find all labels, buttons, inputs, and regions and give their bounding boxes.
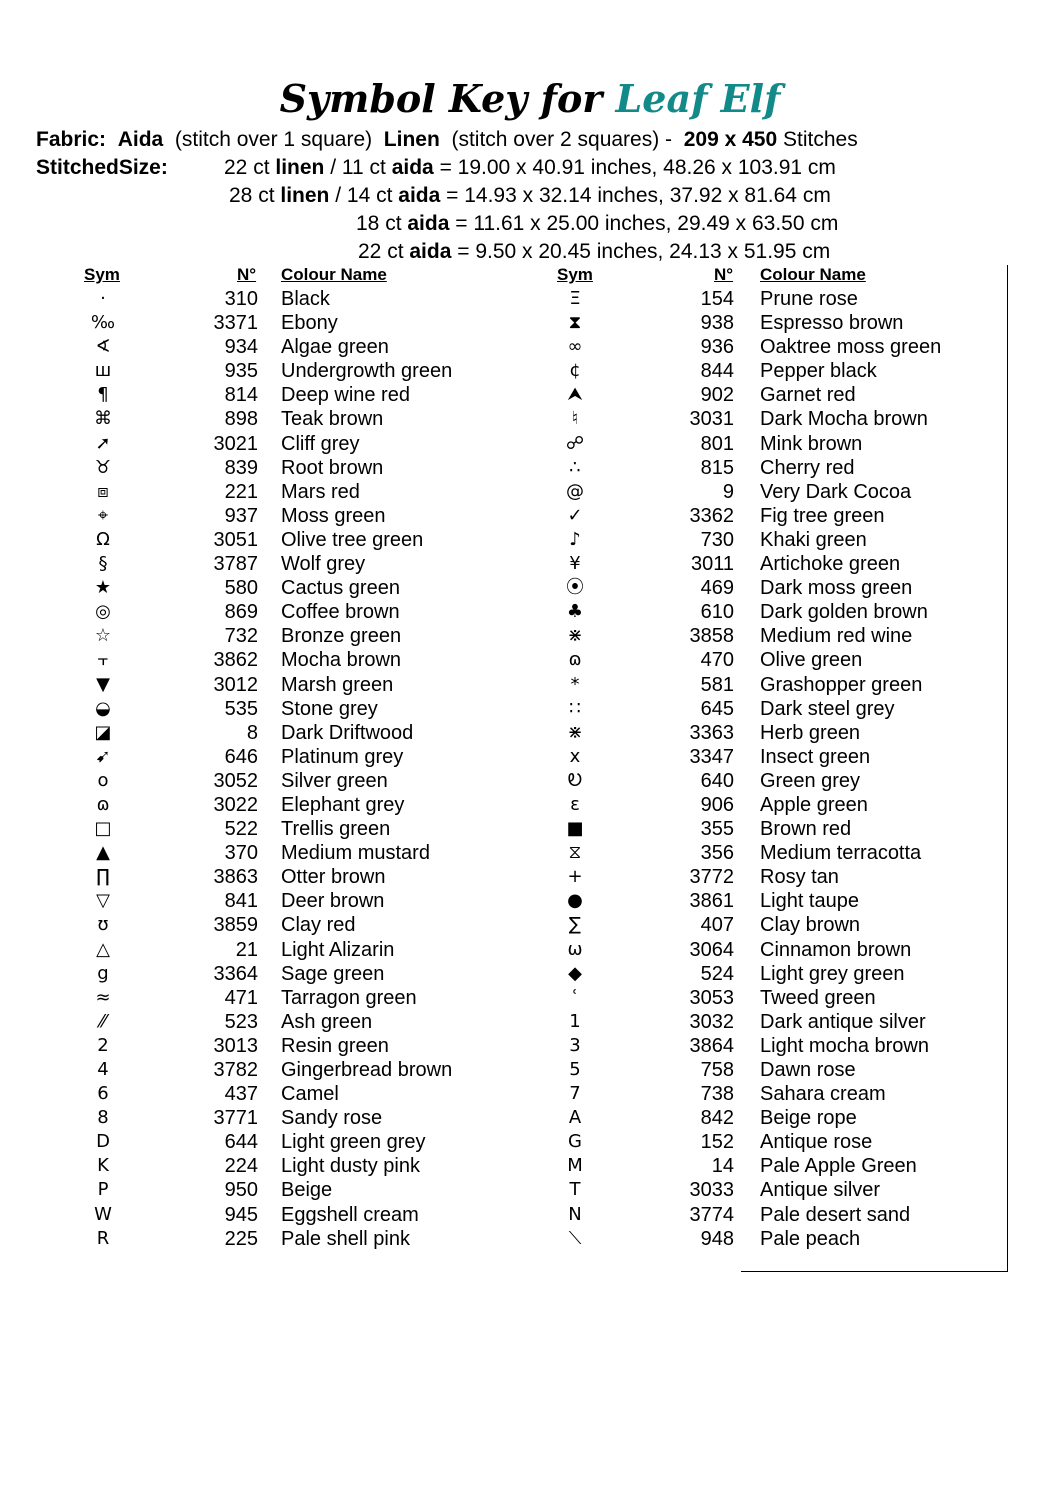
colour-name: Elephant grey: [281, 793, 405, 816]
stitch-symbol: ▽: [96, 890, 110, 912]
stitch-symbol: ∴: [569, 456, 581, 478]
colour-name: Pale shell pink: [281, 1227, 410, 1250]
colour-name: Antique silver: [760, 1179, 881, 1202]
floss-number: 841: [224, 890, 258, 913]
floss-number: 801: [700, 432, 734, 455]
colour-name: Antique rose: [760, 1131, 873, 1154]
stitch-symbol: 2: [97, 1034, 109, 1056]
floss-number: 154: [700, 288, 734, 310]
floss-number: 3051: [213, 528, 258, 551]
colour-name: Beige: [281, 1179, 333, 1202]
floss-number: 646: [224, 745, 258, 768]
colour-name: Beige rope: [760, 1107, 857, 1130]
colour-name: Root brown: [281, 456, 384, 479]
floss-number: 221: [224, 480, 258, 503]
floss-number: 3362: [689, 504, 734, 527]
colour-name: Cactus green: [281, 577, 400, 600]
floss-number: 738: [700, 1083, 734, 1106]
stitch-symbol: ∞: [567, 336, 583, 358]
colour-name: Camel: [281, 1083, 339, 1106]
stitch-symbol: 6: [97, 1083, 109, 1105]
floss-number: 842: [700, 1107, 734, 1130]
colour-name: Tweed green: [760, 986, 876, 1009]
stitch-symbol: ▲: [96, 842, 110, 864]
stitch-symbol: N: [568, 1203, 582, 1225]
colour-name: Fig tree green: [760, 504, 885, 527]
floss-number: 470: [700, 649, 734, 672]
floss-number: 950: [224, 1179, 258, 1202]
colour-name: Green grey: [760, 769, 861, 792]
colour-name: Eggshell cream: [281, 1203, 419, 1226]
colour-name: Light taupe: [760, 890, 859, 913]
floss-number: 945: [224, 1203, 258, 1226]
stitch-symbol: ⦿: [566, 577, 584, 599]
floss-number: 370: [224, 842, 258, 865]
stitch-symbol: ⫟: [97, 649, 109, 671]
stitch-symbol: G: [568, 1131, 582, 1153]
colour-name: Marsh green: [281, 673, 394, 696]
stitch-symbol: ➚: [95, 432, 111, 454]
floss-number: 934: [224, 336, 258, 359]
stitch-symbol: 3: [569, 1034, 581, 1056]
stitch-symbol: ⋇: [567, 625, 583, 647]
floss-number: 3864: [689, 1034, 734, 1057]
colour-name: Trellis green: [281, 818, 391, 841]
floss-number: 815: [700, 456, 734, 479]
colour-name: Khaki green: [760, 528, 867, 551]
stitch-symbol: M: [567, 1155, 583, 1177]
stitch-symbol: Ξ: [569, 288, 581, 309]
floss-number: 3347: [689, 745, 734, 768]
fabric-label: Fabric:: [36, 128, 107, 151]
colour-name: Teak brown: [281, 408, 384, 431]
size-line: 18 ct aida = 11.61 x 25.00 inches, 29.49 x 63.50 cm: [356, 212, 839, 235]
stitch-symbol: Ꭷ: [567, 769, 583, 791]
floss-number: 310: [224, 288, 258, 310]
stitch-symbol: ✓: [567, 504, 583, 526]
floss-number: 523: [224, 1010, 258, 1033]
colour-name: Mocha brown: [281, 649, 402, 672]
colour-name: Undergrowth green: [281, 360, 453, 383]
floss-number: 581: [700, 673, 734, 696]
colour-name: Pale desert sand: [760, 1203, 911, 1226]
colour-name: Bronze green: [281, 625, 402, 648]
header-sym-right: Sym: [557, 265, 593, 284]
floss-number: 8: [246, 721, 258, 744]
stitch-symbol: ∢: [95, 336, 111, 358]
stitch-symbol: ·: [100, 288, 106, 309]
stitch-symbol: ≈: [95, 986, 111, 1008]
floss-number: 3064: [689, 938, 734, 961]
floss-number: 3858: [689, 625, 734, 648]
floss-number: 610: [700, 601, 734, 624]
header-name-right: Colour Name: [760, 265, 866, 284]
colour-name: Deer brown: [281, 890, 385, 913]
floss-number: 21: [235, 938, 258, 961]
stitch-symbol: ■: [566, 818, 584, 840]
floss-number: 3052: [213, 769, 258, 792]
colour-name: Light Alizarin: [281, 938, 395, 961]
stitch-symbol: ◆: [568, 962, 582, 984]
stitch-symbol: W: [94, 1203, 112, 1225]
floss-number: 935: [224, 360, 258, 383]
stitch-symbol: ⧈: [97, 480, 109, 502]
colour-name: Dark steel grey: [760, 697, 895, 720]
stitch-symbol: ‰: [90, 312, 116, 334]
floss-number: 3782: [213, 1059, 258, 1081]
colour-name: Clay red: [281, 914, 356, 937]
stitch-symbol: +: [567, 866, 583, 888]
stitch-symbol: ¢: [569, 360, 581, 382]
stitch-symbol: 1: [569, 1010, 581, 1032]
floss-number: 580: [224, 577, 258, 600]
floss-number: 3772: [689, 866, 734, 889]
colour-name: Very Dark Cocoa: [760, 480, 912, 503]
floss-number: 839: [224, 456, 258, 479]
floss-number: 471: [224, 986, 258, 1009]
floss-number: 3861: [689, 890, 734, 913]
colour-name: Dark antique silver: [760, 1010, 926, 1033]
colour-name: Tarragon green: [281, 986, 417, 1009]
floss-number: 356: [700, 842, 734, 865]
stitch-symbol: ε: [570, 793, 580, 815]
colour-name: Espresso brown: [760, 312, 904, 335]
floss-number: 645: [700, 697, 734, 720]
border-line-horizontal: [741, 1271, 1008, 1272]
colour-name: Sandy rose: [281, 1107, 383, 1130]
floss-number: 3012: [213, 673, 258, 696]
stitch-symbol: ɷ: [96, 793, 110, 815]
size-line: 28 ct linen / 14 ct aida = 14.93 x 32.14 inches, 37.92 x 81.64 cm: [229, 184, 831, 207]
colour-name: Light dusty pink: [281, 1155, 420, 1178]
colour-name: Sage green: [281, 962, 385, 985]
stitch-symbol: 7: [569, 1083, 581, 1105]
floss-number: 3363: [689, 721, 734, 744]
floss-number: 758: [700, 1059, 734, 1081]
stitch-symbol: ⮝: [567, 384, 583, 406]
floss-number: 437: [224, 1083, 258, 1106]
floss-number: 3053: [689, 986, 734, 1009]
stitch-symbol: □: [94, 818, 112, 840]
stitch-symbol: 8: [97, 1107, 109, 1129]
stitch-symbol: ☆: [94, 625, 112, 647]
stitch-symbol: ɷ: [568, 649, 582, 671]
colour-name: Dark Mocha brown: [760, 408, 928, 431]
border-line-vertical: [1007, 265, 1008, 1272]
stitch-symbol: ♪: [569, 528, 581, 550]
colour-name: Black: [281, 288, 330, 310]
stitch-symbol: ♣: [566, 601, 584, 623]
colour-name: Light mocha brown: [760, 1034, 929, 1057]
colour-name: Silver green: [281, 769, 388, 792]
stitch-symbol: ∏: [96, 866, 110, 888]
colour-name: Algae green: [281, 336, 389, 359]
colour-name: Olive tree green: [281, 528, 424, 551]
colour-name: Herb green: [760, 721, 861, 744]
stitch-symbol: ⋇: [567, 721, 583, 743]
colour-name: Ebony: [281, 312, 338, 335]
fabric-linen: Linen: [383, 128, 440, 151]
colour-name: Pale peach: [760, 1227, 861, 1250]
colour-name: Medium terracotta: [760, 842, 922, 865]
stitch-symbol: ʊ: [97, 914, 109, 936]
size-label: StitchedSize:: [36, 156, 168, 179]
floss-number: 948: [700, 1227, 734, 1250]
floss-number: 469: [700, 577, 734, 600]
stitch-symbol: ⧖: [568, 842, 582, 864]
floss-number: 869: [224, 601, 258, 624]
floss-number: 524: [700, 962, 734, 985]
stitch-symbol: ★: [94, 577, 112, 599]
stitch-symbol: ∑: [568, 914, 582, 936]
colour-name: Cliff grey: [281, 432, 360, 455]
stitch-symbol: ω: [567, 938, 583, 960]
colour-name: Resin green: [281, 1034, 389, 1057]
stitch-symbol: A: [568, 1107, 582, 1129]
stitch-symbol: ♉: [94, 456, 112, 478]
floss-number: 3771: [213, 1107, 258, 1130]
floss-number: 3371: [213, 312, 258, 335]
colour-name: Moss green: [281, 504, 386, 527]
colour-name: Medium red wine: [760, 625, 913, 648]
colour-name: Coffee brown: [281, 601, 400, 624]
floss-number: 644: [224, 1131, 258, 1154]
title-prefix: Symbol Key for: [279, 76, 603, 121]
colour-name: Prune rose: [760, 288, 858, 310]
floss-number: 3033: [689, 1179, 734, 1202]
stitch-symbol: △: [96, 938, 110, 960]
stitch-symbol: ∷: [569, 697, 581, 719]
colour-name: Pepper black: [760, 360, 877, 383]
floss-number: 3364: [213, 962, 258, 985]
stitch-symbol: T: [569, 1179, 581, 1201]
colour-name: Dark golden brown: [760, 601, 928, 624]
floss-number: 936: [700, 336, 734, 359]
stitch-symbol: ш: [94, 360, 112, 382]
floss-number: 535: [224, 697, 258, 720]
colour-name: Dark moss green: [760, 577, 913, 600]
stitch-symbol: ⁄⁄: [99, 1010, 106, 1032]
fabric-aida-note: (stitch over 1 square): [174, 128, 373, 151]
colour-name: Clay brown: [760, 914, 861, 937]
colour-name: Mars red: [281, 480, 360, 503]
colour-name: Dawn rose: [760, 1059, 856, 1081]
colour-name: Ash green: [281, 1010, 373, 1033]
stitch-symbol: ⌖: [97, 504, 109, 526]
colour-name: Apple green: [760, 793, 868, 816]
colour-name: Oaktree moss green: [760, 336, 942, 359]
header-name-left: Colour Name: [281, 265, 387, 284]
stitch-symbol: ◒: [95, 697, 111, 719]
stitch-symbol: §: [98, 553, 108, 575]
colour-name: Stone grey: [281, 697, 378, 720]
floss-number: 937: [224, 504, 258, 527]
stitch-symbol: 5: [569, 1059, 581, 1080]
fabric-aida: Aida: [117, 128, 164, 151]
fabric-line: [36, 126, 858, 154]
page-title: [0, 76, 1060, 121]
stitch-symbol: 4: [97, 1059, 109, 1080]
stitch-symbol: *: [570, 673, 580, 695]
colour-name: Gingerbread brown: [281, 1059, 453, 1081]
floss-number: 906: [700, 793, 734, 816]
stitch-symbol: o: [97, 769, 109, 791]
colour-name: Mink brown: [760, 432, 863, 455]
colour-name: Sahara cream: [760, 1083, 886, 1106]
fabric-dims: 209 x 450: [683, 128, 778, 151]
colour-name: Olive green: [760, 649, 863, 672]
stitch-symbol: ¶: [97, 384, 109, 406]
floss-number: 3031: [689, 408, 734, 431]
header-num-left: N°: [237, 265, 257, 284]
stitch-symbol: ➹: [95, 745, 111, 767]
floss-number: 3013: [213, 1034, 258, 1057]
stitch-symbol: ♮: [571, 408, 579, 430]
colour-name: Deep wine red: [281, 384, 410, 407]
floss-number: 814: [224, 384, 258, 407]
title-pattern-name: Leaf Elf: [615, 76, 781, 121]
fabric-linen-note: (stitch over 2 squares) -: [451, 128, 673, 151]
floss-number: 3787: [213, 553, 258, 576]
header-num-right: N°: [714, 265, 734, 284]
colour-name: Otter brown: [281, 866, 386, 889]
stitch-symbol: ◪: [94, 721, 112, 743]
stitch-symbol: ⧗: [568, 312, 582, 334]
colour-name: Garnet red: [760, 384, 856, 407]
floss-number: 407: [700, 914, 734, 937]
stitch-symbol: ⌘: [94, 408, 112, 430]
stitch-symbol: ▼: [96, 673, 110, 695]
stitch-symbol: ʿ: [572, 986, 578, 1008]
floss-number: 3022: [213, 793, 258, 816]
colour-name: Rosy tan: [760, 866, 839, 889]
stitch-symbol: ¥: [569, 553, 581, 575]
floss-number: 730: [700, 528, 734, 551]
fabric-stitches: Stitches: [783, 128, 858, 151]
stitch-symbol: Ω: [96, 528, 110, 550]
stitch-symbol: @: [566, 480, 584, 502]
floss-number: 902: [700, 384, 734, 407]
stitch-symbol: P: [97, 1179, 109, 1201]
colour-name: Platinum grey: [281, 745, 404, 768]
colour-name: Cherry red: [760, 456, 855, 479]
floss-number: 844: [700, 360, 734, 383]
colour-name: Dark Driftwood: [281, 721, 414, 744]
stitch-symbol: D: [96, 1131, 110, 1153]
size-line: 22 ct aida = 9.50 x 20.45 inches, 24.13 x 51.95 cm: [358, 240, 831, 263]
floss-number: 3859: [213, 914, 258, 937]
floss-number: 14: [711, 1155, 734, 1178]
colour-name: Wolf grey: [281, 553, 366, 576]
stitch-symbol: K: [97, 1155, 109, 1177]
floss-number: 355: [700, 818, 734, 841]
floss-number: 898: [224, 408, 258, 431]
stitch-symbol: ☍: [565, 432, 585, 454]
floss-number: 640: [700, 769, 734, 792]
floss-number: 3021: [213, 432, 258, 455]
stitch-symbol: x: [569, 745, 581, 767]
stitch-symbol: ◎: [95, 601, 111, 623]
colour-name: Cinnamon brown: [760, 938, 912, 961]
floss-number: 938: [700, 312, 734, 335]
floss-number: 3011: [690, 553, 734, 576]
header-sym-left: Sym: [84, 265, 120, 284]
stitch-symbol: R: [96, 1227, 110, 1249]
stitch-symbol: g: [97, 962, 109, 984]
colour-name: Light green grey: [281, 1131, 426, 1154]
colour-name: Grashopper green: [760, 673, 923, 696]
floss-number: 3774: [689, 1203, 734, 1226]
floss-number: 225: [224, 1227, 258, 1250]
floss-number: 732: [224, 625, 258, 648]
colour-name: Insect green: [760, 745, 871, 768]
colour-name: Medium mustard: [281, 842, 430, 865]
floss-number: 3863: [213, 866, 258, 889]
size-line: 22 ct linen / 11 ct aida = 19.00 x 40.91 inches, 48.26 x 103.91 cm: [224, 156, 836, 179]
colour-name: Pale Apple Green: [760, 1155, 917, 1178]
stitch-symbol: ●: [567, 890, 583, 912]
floss-number: 3032: [689, 1010, 734, 1033]
colour-name: Artichoke green: [760, 553, 901, 576]
colour-name: Light grey green: [760, 962, 905, 985]
colour-name: Brown red: [760, 818, 852, 841]
floss-number: 3862: [213, 649, 258, 672]
stitch-symbol: ⟍: [568, 1227, 582, 1249]
floss-number: 9: [722, 480, 734, 503]
floss-number: 522: [224, 818, 258, 841]
floss-number: 224: [224, 1155, 258, 1178]
floss-number: 152: [700, 1131, 734, 1154]
